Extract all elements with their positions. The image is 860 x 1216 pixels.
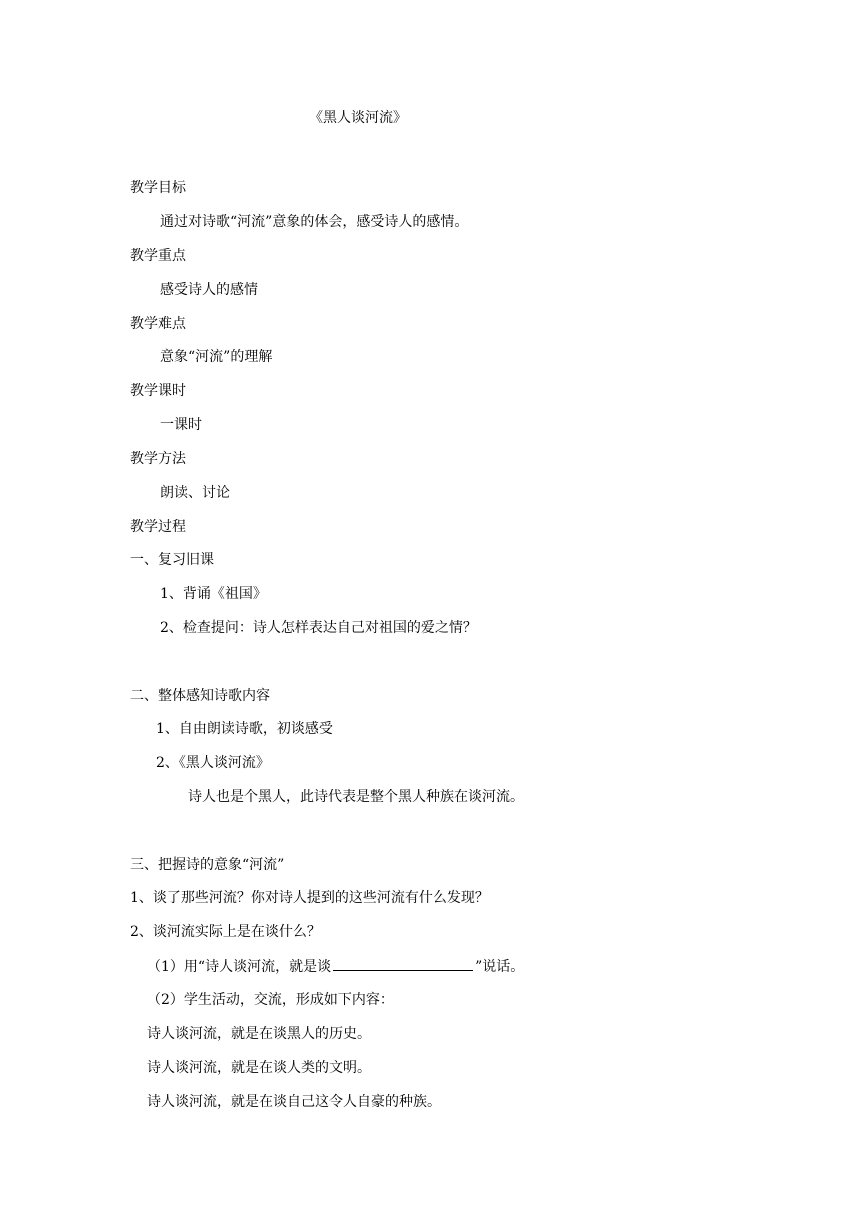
section-one-item-1: 1、背诵《祖国》 xyxy=(160,586,267,602)
conclusion-race: 诗人谈河流，就是在谈自己这令人自豪的种族。 xyxy=(147,1094,441,1110)
conclusion-civilization: 诗人谈河流，就是在谈人类的文明。 xyxy=(147,1060,371,1076)
section-two-item-2: 2、《黑人谈河流》 xyxy=(156,755,270,771)
heading-process: 教学过程 xyxy=(130,519,186,535)
heading-key-point: 教学重点 xyxy=(130,248,186,264)
section-two-item-1: 1、自由朗读诗歌，初谈感受 xyxy=(156,721,333,737)
heading-method: 教学方法 xyxy=(130,451,186,467)
section-three-heading: 三、把握诗的意象“河流” xyxy=(130,857,285,873)
heading-difficulty: 教学难点 xyxy=(130,316,186,332)
difficulty-text: 意象“河流”的理解 xyxy=(160,349,273,365)
section-three-question-1: 1、谈了那些河流？你对诗人提到的这些河流有什么发现？ xyxy=(130,890,489,906)
section-one-item-2: 2、检查提问：诗人怎样表达自己对祖国的爱之情？ xyxy=(160,620,477,636)
class-hours-text: 一课时 xyxy=(160,417,202,433)
heading-class-hours: 教学课时 xyxy=(130,383,186,399)
section-two-heading: 二、整体感知诗歌内容 xyxy=(130,688,270,704)
method-text: 朗读、讨论 xyxy=(160,485,230,501)
document-title: 《黑人谈河流》 xyxy=(309,110,407,126)
conclusion-history: 诗人谈河流，就是在谈黑人的历史。 xyxy=(147,1026,371,1042)
section-three-question-2: 2、谈河流实际上是在谈什么？ xyxy=(130,924,321,940)
section-two-note: 诗人也是个黑人，此诗代表是整个黑人种族在谈河流。 xyxy=(188,789,524,805)
key-point-text: 感受诗人的感情 xyxy=(160,282,258,298)
fill-blank-underline xyxy=(333,956,473,971)
teaching-goal-text: 通过对诗歌“河流”意象的体会，感受诗人的感情。 xyxy=(160,214,469,230)
section-one-heading: 一、复习旧课 xyxy=(130,552,214,568)
fill-blank-line xyxy=(147,956,524,977)
fill-blank-suffix: ”说话。 xyxy=(475,959,525,975)
fill-blank-prefix: （1）用“诗人谈河流，就是谈 xyxy=(147,959,332,975)
heading-teaching-goal: 教学目标 xyxy=(130,180,186,196)
student-activity-line: （2）学生活动，交流，形成如下内容： xyxy=(147,992,394,1008)
